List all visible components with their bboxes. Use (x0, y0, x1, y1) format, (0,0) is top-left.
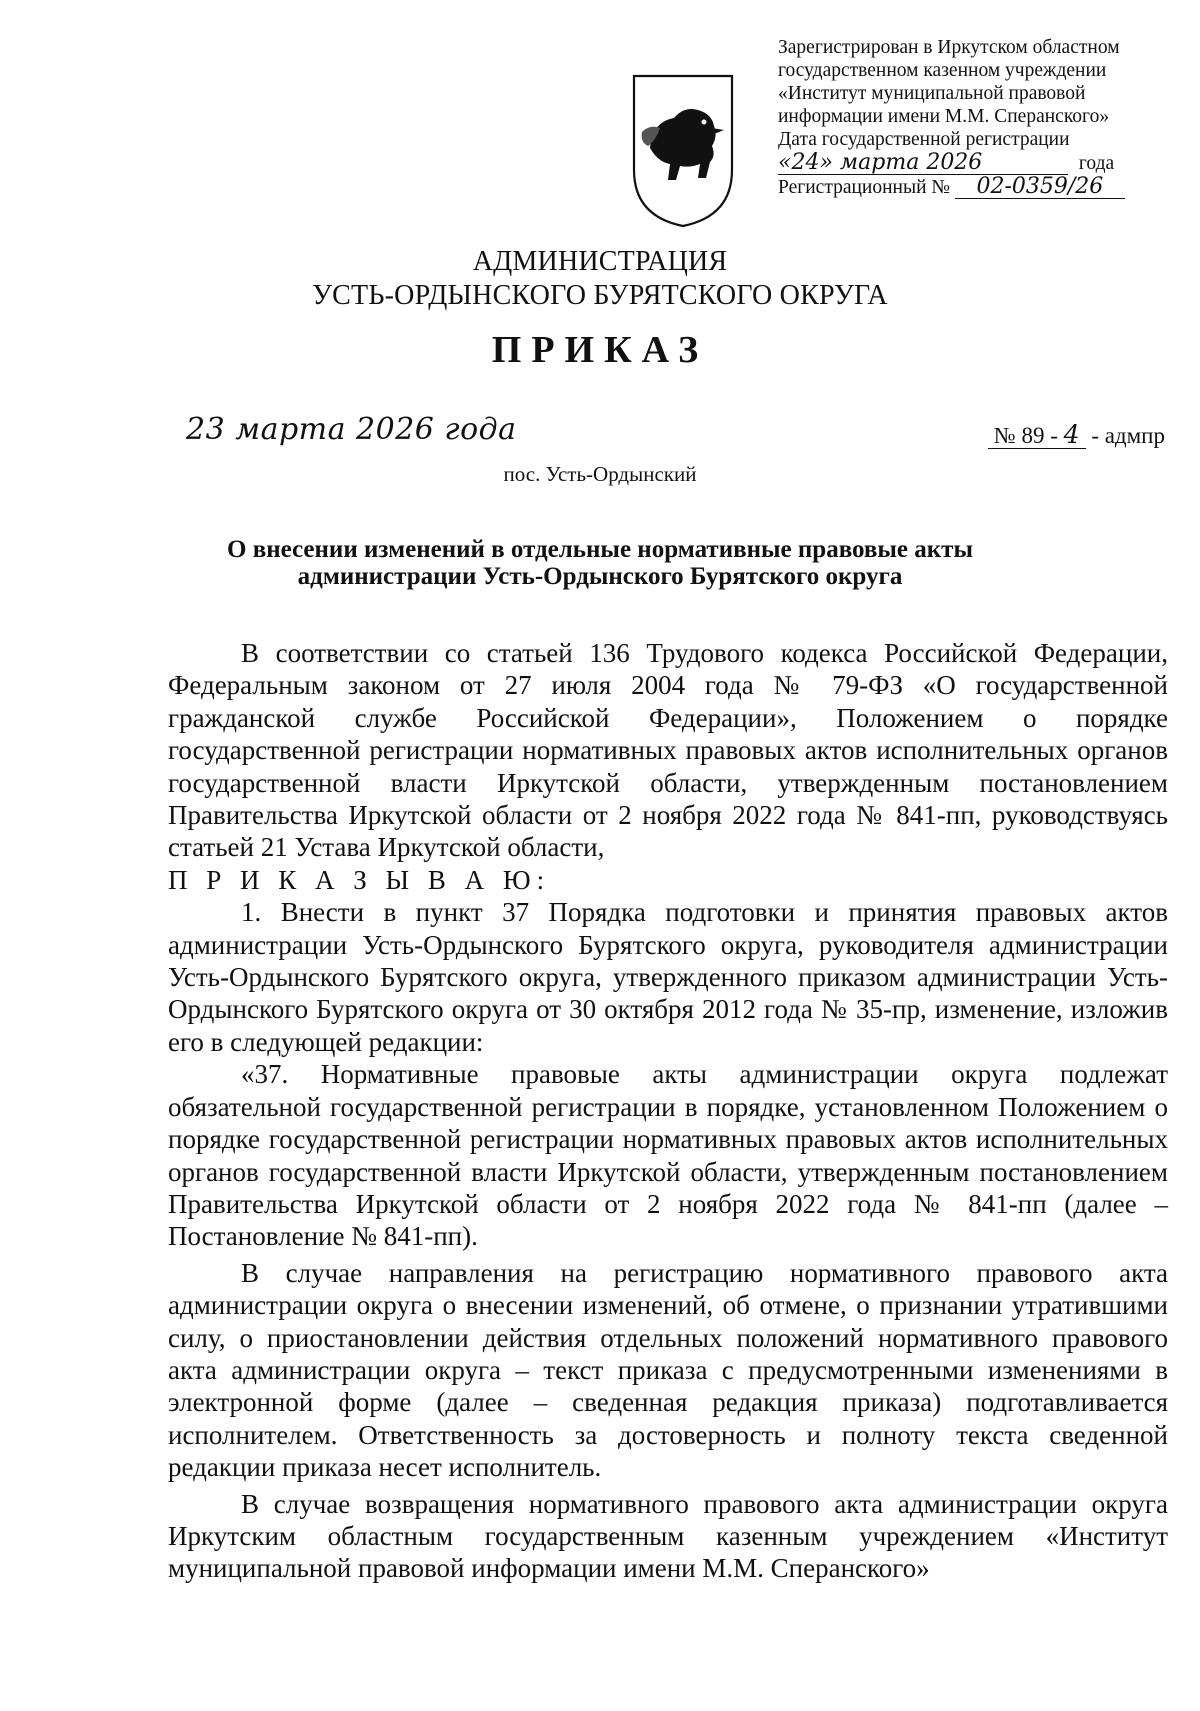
order-body (168, 637, 1168, 1585)
registration-line-3: «Институт муниципальной правовой (778, 83, 1086, 104)
coat-of-arms-icon (628, 70, 738, 230)
order-number-suffix: - адмпр (1091, 423, 1165, 448)
registration-line-4: информации имени М.М. Сперанского» (778, 106, 1110, 127)
body-paragraph: В случае направления на регистрацию нормативного правового акта администрации округа о внесении изменений, об отмене, о признании утратившими силу, о приостановлении действия отдельных положений нормативного правового акта администрации округа – текст приказа с предусмотренными изменениями в электронной форме (далее – сведенная редакция приказа) подготавливается исполнителем. Ответственность за достоверность и полноту текста сведенной редакции приказа несет исполнитель. (168, 1257, 1168, 1483)
order-number (988, 420, 1165, 449)
order-place: пос. Усть-Ордынский (503, 462, 697, 486)
registration-date-suffix: года (1078, 153, 1115, 174)
quoted-item-37-paragraph: «37. Нормативные правовые акты администрации округа подлежат обязательной государственной регистрации в порядке, установленном Положением о порядке государственной регистрации нормативных правовых актов исполнительных органов государственной власти Иркутской области, утвержденным постановлением Правительства Иркутской области от 2 ноября 2022 года № 841-пп (далее – Постановление № 841-пп). (168, 1059, 1168, 1252)
order-date: 23 марта 2026 года (186, 412, 517, 447)
preamble-paragraph: В соответствии со статьей 136 Трудового кодекса Российской Федерации, Федеральным законом от 27 июля 2004 года № 79-ФЗ «О государственной гражданской службе Российской Федерации», Положением о порядке государственной регистрации нормативных правовых актов исполнительных органов государственной власти Иркутской области, утвержденным постановлением Правительства Иркутской области от 2 ноября 2022 года № 841-пп, руководствуясь статьей 21 Устава Иркутской области, (168, 638, 1168, 863)
registration-number: 02-0359/26 (955, 175, 1125, 199)
command-word: П Р И К А З Ы В А Ю: (168, 864, 551, 895)
order-subject (150, 536, 1050, 590)
document-type-title: ПРИКАЗ (491, 329, 709, 371)
order-number-handwritten: 4 (1063, 420, 1080, 449)
registration-stamp (778, 36, 1168, 199)
registration-line-1: Зарегистрирован в Иркутском областном (778, 37, 1120, 58)
item-1-paragraph: 1. Внести в пункт 37 Порядка подготовки и принятия правовых актов администрации Усть-Ордынского Бурятского округа, руководителя администрации Усть-Ордынского Бурятского округа, утвержденного приказом администрации Усть-Ордынского Бурятского округа от 30 октября 2012 года № 35-пр, изменение, изложив его в следующей редакции: (168, 897, 1168, 1057)
registration-line-5: Дата государственной регистрации (778, 129, 1070, 150)
order-number-prefix: № 89 - (993, 423, 1058, 448)
subject-line-1: О внесении изменений в отдельные нормативные правовые акты (227, 536, 973, 563)
registration-line-2: государственном казенном учреждении (778, 60, 1107, 81)
registration-date-row (778, 151, 1168, 175)
registration-date: «24» марта 2026 (778, 151, 1068, 175)
registration-number-label: Регистрационный № (778, 177, 951, 198)
org-name-line-2: УСТЬ-ОРДЫНСКОГО БУРЯТСКОГО ОКРУГА (312, 280, 888, 311)
subject-line-2: администрации Усть-Ордынского Бурятского округа (297, 563, 903, 590)
org-name-line-1: АДМИНИСТРАЦИЯ (472, 246, 728, 277)
body-paragraph: В случае возвращения нормативного правового акта администрации округа Иркутским областным государственным казенным учреждением «Институт муниципальной правовой информации имени М.М. Сперанского» (168, 1488, 1168, 1584)
registration-number-row (778, 175, 1168, 199)
